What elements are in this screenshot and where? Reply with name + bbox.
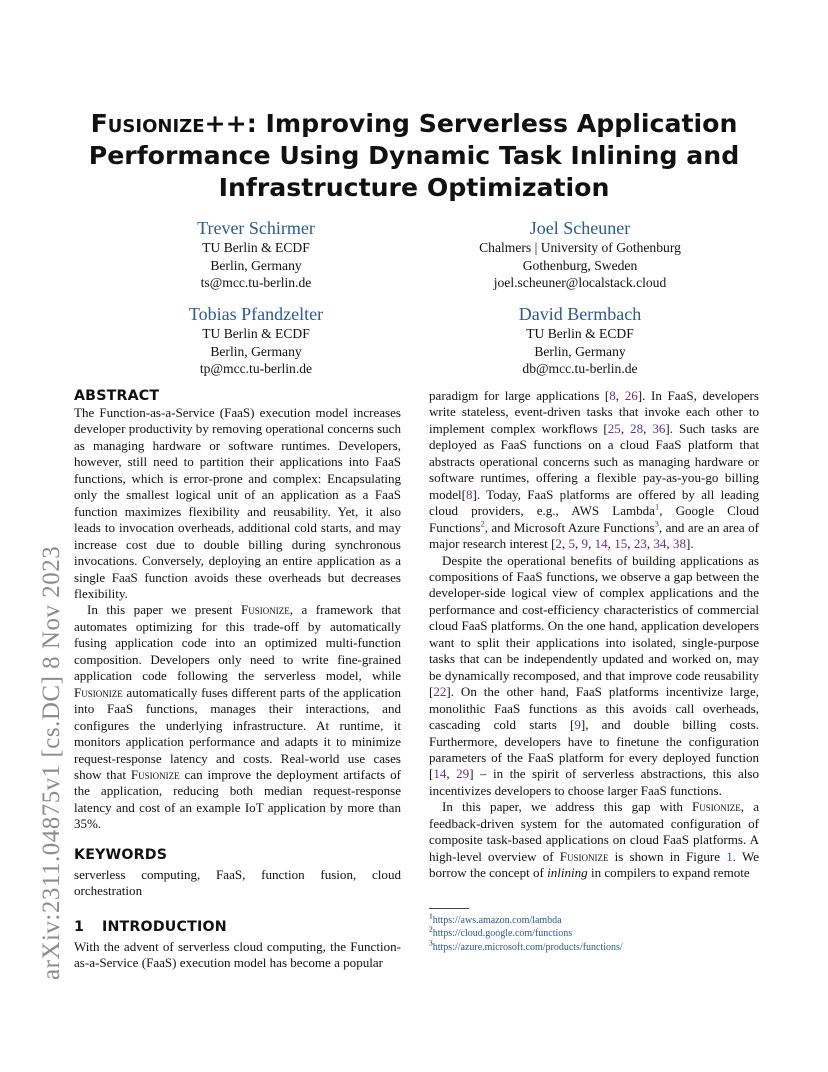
- citation-link[interactable]: 26: [624, 388, 638, 403]
- system-name: Fusionize: [692, 799, 741, 815]
- introduction-paragraph: paradigm for large applications [8, 26]. In FaaS, developers write stateless, event-driven tasks that invoke each other to implement complex workflows [25, 28, 36]. Such tasks are deployed as FaaS functions on a cloud FaaS platform that abstracts operational concerns such as managing hardware or software runtimes, offering a flexible pay-as-you-go billing model[8]. Today, FaaS platforms are offered by all leading cloud providers, e.g., AWS Lambda$^1$, Google Cloud Functions$^2$, and Microsoft Azure Functions$^3$, and are an area of major research interest [2, 5, 9, 14, 15, 23, 34, 38].: [429, 388, 759, 552]
- author-block: [146, 303, 366, 378]
- footnote-url-link[interactable]: https://aws.amazon.com/lambda: [432, 915, 562, 926]
- introduction-paragraph: In this paper, we address this gap with Fusionize, a feedback-driven system for the automated configuration of composite task-based applications on cloud FaaS platforms. A high-level overview of Fusionize is shown in Figure 1. We borrow the concept of inlining in compilers to expand remote: [429, 799, 759, 881]
- abstract-heading: ABSTRACT: [74, 388, 160, 404]
- citation-link[interactable]: 5: [568, 536, 576, 552]
- footnote-marker[interactable]: 2: [480, 518, 485, 529]
- citation-link[interactable]: 14: [433, 766, 447, 782]
- footnote-number: 1: [429, 911, 433, 921]
- citation-link[interactable]: 28: [630, 420, 644, 436]
- abstract-paragraph: In this paper we present Fusionize, a framework that automates optimizing for this trade-off by automatically fusing application code into an optimized multi-function composition. Developers only need to write fine-grained application code following the serverless model, while Fusionize automatically fuses different parts of the application into FaaS functions, manages their interactions, and configures the underlying infrastructure. At runtime, it monitors application performance and adapts it to minimize request-response latency and costs. Real-world use cases show that Fusionize can improve the deployment artifacts of the application, reducing both median request-response latency and cost of an example IoT application by more than 35%.: [74, 602, 402, 832]
- citation-link[interactable]: 22: [433, 684, 447, 700]
- system-name: Fusionize++: [90, 109, 247, 138]
- footnote-rule: [429, 908, 469, 909]
- citation-link[interactable]: 36: [652, 420, 666, 436]
- introduction-paragraph: Despite the operational benefits of building applications as compositions of FaaS functions, we observe a gap between the developer-side logical view of complex applications and the performance and cost-efficiency characteristics of commercial cloud FaaS platforms. On the one hand, application developers want to split their applications into isolated, single-purpose tasks that can be independently updated and worked on, may be dynamically recomposed, and that improve code reusability [22]. On the other hand, FaaS platforms incentivize large, monolithic FaaS functions as this avoids call overheads, cascading cold starts [9], and double billing costs. Furthermore, developers have to finetune the configuration parameters of the FaaS platform for every deployed function [14, 29] – in the spirit of serverless abstractions, this also incentivizes developers to choose larger FaaS functions.: [429, 552, 760, 798]
- keywords-heading: KEYWORDS: [74, 846, 168, 863]
- citation-link[interactable]: 38: [672, 536, 686, 552]
- system-name: Fusionize: [240, 602, 290, 618]
- system-name: Fusionize: [74, 684, 123, 700]
- arxiv-id-text: arXiv:2311.04875v1 [cs.DC] 8 Nov 2023: [38, 545, 65, 980]
- citation-link[interactable]: 8: [465, 486, 473, 502]
- figure-reference-link[interactable]: 1: [726, 848, 733, 864]
- footnote: [429, 924, 759, 940]
- footnotes: [429, 911, 759, 954]
- author-affiliation: TU Berlin & ECDF: [202, 240, 310, 255]
- author-location: Berlin, Germany: [210, 257, 302, 273]
- citation-link[interactable]: 2: [555, 536, 562, 552]
- author-email: tp@mcc.tu-berlin.de: [199, 361, 313, 377]
- system-name: Fusionize: [559, 848, 609, 864]
- title-line2: Performance Using Dynamic Task Inlining and: [88, 141, 740, 170]
- citation-link[interactable]: 23: [633, 536, 647, 552]
- author-name[interactable]: Trever Schirmer: [197, 218, 315, 238]
- footnote: [429, 911, 759, 927]
- footnote-number: 2: [429, 924, 433, 934]
- author-block: [440, 217, 720, 292]
- author-affiliation: TU Berlin & ECDF: [202, 326, 310, 341]
- footnote-url-link[interactable]: https://azure.microsoft.com/products/functions/: [432, 941, 623, 953]
- footnote-number: 3: [429, 938, 433, 948]
- section-title: INTRODUCTION: [102, 918, 227, 935]
- citation-link[interactable]: 9: [574, 717, 581, 733]
- citation-link[interactable]: 25: [607, 420, 621, 436]
- author-name[interactable]: David Bermbach: [518, 304, 642, 324]
- introduction-heading: [74, 918, 401, 936]
- author-email: joel.scheuner@localstack.cloud: [493, 275, 667, 291]
- footnote-marker[interactable]: 3: [654, 518, 659, 529]
- keywords-text: serverless computing, FaaS, function fusion, cloud orchestration: [74, 866, 401, 899]
- abstract-paragraph: The Function-as-a-Service (FaaS) execution model increases developer productivity by removing operational concerns such as managing hardware or software runtimes. Developers, however, still need to partition their applications into FaaS functions, which is error-prone and complex: Encapsulating only the smallest logical unit of an application as a FaaS function maximizes flexibility and reusability. Yet, it also leads to invocation overheads, additional cold starts, and may increase cost due to double billing during synchronous invocations. Conversely, deploying an entire application as a single FaaS function avoids these overheads but decreases flexibility.: [74, 405, 401, 601]
- author-location: Berlin, Germany: [534, 343, 626, 359]
- section-number: 1: [74, 918, 85, 935]
- author-email: ts@mcc.tu-berlin.de: [200, 275, 312, 291]
- title-line3: Infrastructure Optimization: [218, 173, 610, 202]
- title-line1: : Improving Serverless Application: [246, 109, 738, 138]
- citation-link[interactable]: 15: [614, 536, 628, 552]
- author-affiliation: Chalmers | University of Gothenburg: [479, 240, 681, 255]
- author-name[interactable]: Tobias Pfandzelter: [188, 304, 324, 324]
- citation-link[interactable]: 34: [653, 536, 667, 552]
- author-affiliation: TU Berlin & ECDF: [526, 326, 634, 341]
- left-column: [74, 387, 401, 972]
- introduction-paragraph: With the advent of serverless cloud computing, the Function-as-a-Service (FaaS) execution model has become a popular: [74, 938, 401, 971]
- citation-link[interactable]: 14: [594, 536, 608, 552]
- author-block: [470, 303, 690, 378]
- footnote-marker[interactable]: 1: [654, 501, 660, 512]
- arxiv-identifier-stamp: [38, 545, 65, 990]
- right-column: [429, 388, 759, 882]
- paper-title: [80, 108, 748, 204]
- citation-link[interactable]: 29: [456, 766, 470, 782]
- author-location: Berlin, Germany: [210, 343, 302, 359]
- author-location: Gothenburg, Sweden: [522, 257, 638, 273]
- system-name: Fusionize: [130, 766, 180, 782]
- citation-link[interactable]: 9: [581, 536, 589, 552]
- author-email: db@mcc.tu-berlin.de: [522, 361, 638, 377]
- author-block: [146, 217, 366, 292]
- author-name[interactable]: Joel Scheuner: [529, 218, 631, 238]
- citation-link[interactable]: 8: [609, 388, 616, 403]
- footnote: [429, 938, 759, 954]
- footnote-url-link[interactable]: https://cloud.google.com/functions: [432, 928, 573, 940]
